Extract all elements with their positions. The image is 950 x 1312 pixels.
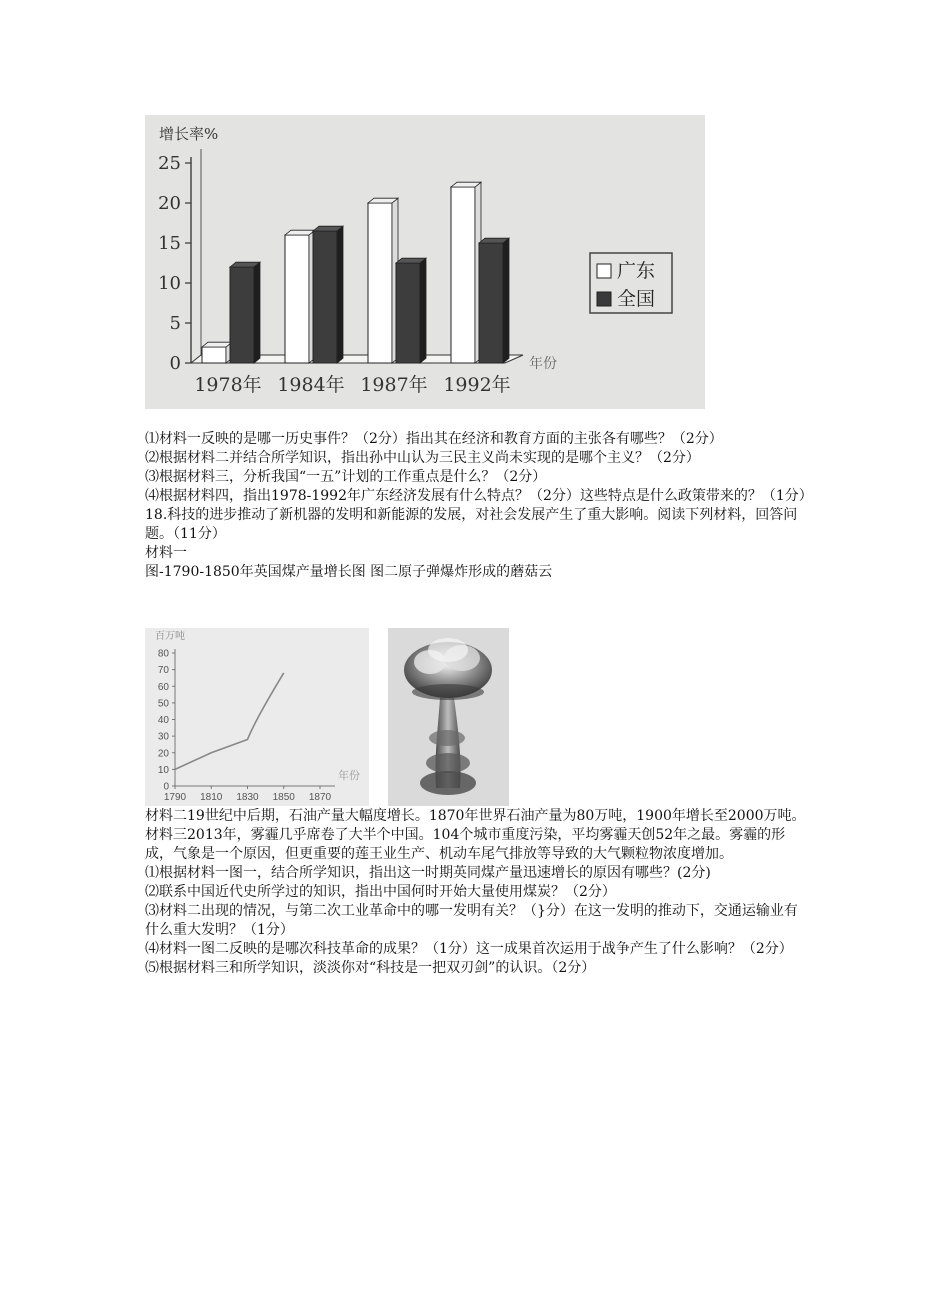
legend-label-guangdong: 广东 — [617, 260, 656, 282]
bar-top — [396, 258, 426, 263]
question-item: ⑶根据材料三，分析我国“一五”计划的工作重点是什么？（2分） — [145, 469, 547, 485]
bar-front — [230, 267, 254, 363]
x-tick-label: 1830 — [236, 792, 259, 803]
x-tick-label: 1984年 — [277, 374, 345, 396]
x-tick-label: 1790 — [163, 792, 187, 803]
material1-label: 材料一 — [145, 545, 187, 561]
bar-top — [451, 182, 481, 187]
y-tick-label: 5 — [169, 313, 181, 334]
bar-guangdong — [368, 198, 398, 363]
bar-front — [479, 243, 503, 363]
bar-guangdong — [202, 342, 232, 363]
coal-chart-svg — [145, 628, 369, 806]
y-tick-label: 10 — [157, 764, 169, 776]
question-18-stem: 18.科技的进步推动了新机器的发明和新能源的发展，对社会发展产生了重大影响。阅读下列材料，回答问题。（11分） — [145, 507, 798, 542]
y-tick-label: 20 — [158, 193, 181, 214]
y-tick-label: 25 — [158, 153, 181, 174]
y-tick-label: 0 — [163, 781, 169, 793]
questions-top — [145, 430, 813, 582]
x-tick-label: 1810 — [200, 792, 223, 803]
question-item: ⑷材料一图二反映的是哪次科技革命的成果？（1分）这一成果首次运用于战争产生了什么影响？（2分） — [145, 941, 793, 957]
bar-front — [396, 263, 420, 363]
y-tick-label: 0 — [169, 353, 181, 374]
legend-swatch-guangdong — [597, 264, 611, 278]
y-axis-title: 增长率% — [159, 125, 219, 143]
bar-top — [313, 226, 343, 231]
x-tick-label: 1850 — [272, 792, 295, 803]
mushroom-cloud-image — [388, 628, 509, 806]
bar-front — [368, 203, 392, 363]
bar-side — [337, 226, 343, 363]
bar-top — [368, 198, 398, 203]
bar-side — [503, 238, 509, 363]
bar-national — [479, 238, 509, 363]
y-tick-label: 15 — [158, 233, 181, 254]
coal-series-line — [175, 673, 284, 769]
question-item: ⑵根据材料二并结合所学知识，指出孙中山认为三民主义尚未实现的是哪个主义？（2分） — [145, 450, 700, 466]
bar-side — [420, 258, 426, 363]
y-tick-label: 10 — [158, 273, 181, 294]
coal-production-line-chart — [145, 628, 369, 806]
x-tick-label: 1992年 — [443, 374, 511, 396]
bar-top — [202, 342, 232, 347]
x-tick-label: 1870 — [308, 792, 332, 803]
bar-national — [313, 226, 343, 363]
bar-guangdong — [285, 230, 315, 363]
bar-guangdong — [451, 182, 481, 363]
question-item: ⑴材料一反映的是哪一历史事件？（2分）指出其在经济和教育方面的主张各有哪些？（2分） — [145, 431, 723, 447]
y-tick-label: 30 — [157, 731, 169, 743]
bar-front — [451, 187, 475, 363]
figure-caption: 图-1790-1850年英国煤产量增长图 图二原子弹爆炸形成的蘑菇云 — [145, 564, 553, 580]
bar-top — [479, 238, 509, 243]
x-axis-title: 年份 — [529, 356, 557, 372]
legend-swatch-national — [597, 292, 611, 306]
question-item: ⑴根据材料一图一，结合所学知识，指出这一时期英同煤产量迅速增长的原因有哪些？(2分) — [145, 865, 711, 881]
x-axis-title: 年份 — [338, 770, 360, 782]
mushroom-cloud-photo — [388, 628, 509, 806]
material-2: 材料二19世纪中后期，石油产量大幅度增长。1870年世界石油产量为80万吨，1900年增长至2000万吨。 — [145, 808, 806, 824]
bar-national — [230, 262, 260, 363]
bar-chart-svg — [145, 115, 705, 409]
y-tick-label: 50 — [157, 698, 169, 710]
bar-national — [396, 258, 426, 363]
bar-top — [230, 262, 260, 267]
bar-top — [285, 230, 315, 235]
question-item: ⑷根据材料四，指出1978-1992年广东经济发展有什么特点？（2分）这些特点是什么政策带来的？（1分） — [145, 488, 813, 504]
growth-rate-bar-chart — [145, 115, 705, 409]
legend-label-national: 全国 — [617, 288, 656, 310]
x-tick-label: 1987年 — [360, 374, 428, 396]
bar-front — [202, 347, 226, 363]
legend — [590, 253, 672, 313]
y-tick-label: 80 — [157, 648, 169, 660]
bar-front — [285, 235, 309, 363]
y-tick-label: 60 — [157, 681, 169, 693]
y-tick-label: 40 — [157, 715, 169, 726]
question-item: ⑸根据材料三和所学知识，淡淡你对“科技是一把双刃剑”的认识。（2分） — [145, 960, 596, 976]
bar-front — [313, 231, 337, 363]
question-item: ⑵联系中国近代史所学过的知识，指出中国何时开始大量使用煤炭？（2分） — [145, 884, 616, 900]
question-item: ⑶材料二出现的情况，与第二次工业革命中的哪一发明有关？（}分）在这一发明的推动下，交通运输业有什么重大发明？（1分） — [145, 903, 798, 938]
bar-side — [254, 262, 260, 363]
questions-bottom — [145, 807, 810, 978]
x-tick-label: 1978年 — [194, 374, 262, 396]
y-tick-label: 70 — [157, 665, 169, 677]
material-3: 材料三2013年，雾霾几乎席卷了大半个中国。104个城市重度污染，平均雾霾天创52年之最。雾霾的形成，气象是一个原因，但更重要的莲王业生产、机动车尾气排放等导致的大气颗粒物浓度增加。 — [145, 827, 786, 862]
y-tick-label: 20 — [157, 748, 169, 760]
y-unit-label: 百万吨 — [155, 631, 185, 642]
